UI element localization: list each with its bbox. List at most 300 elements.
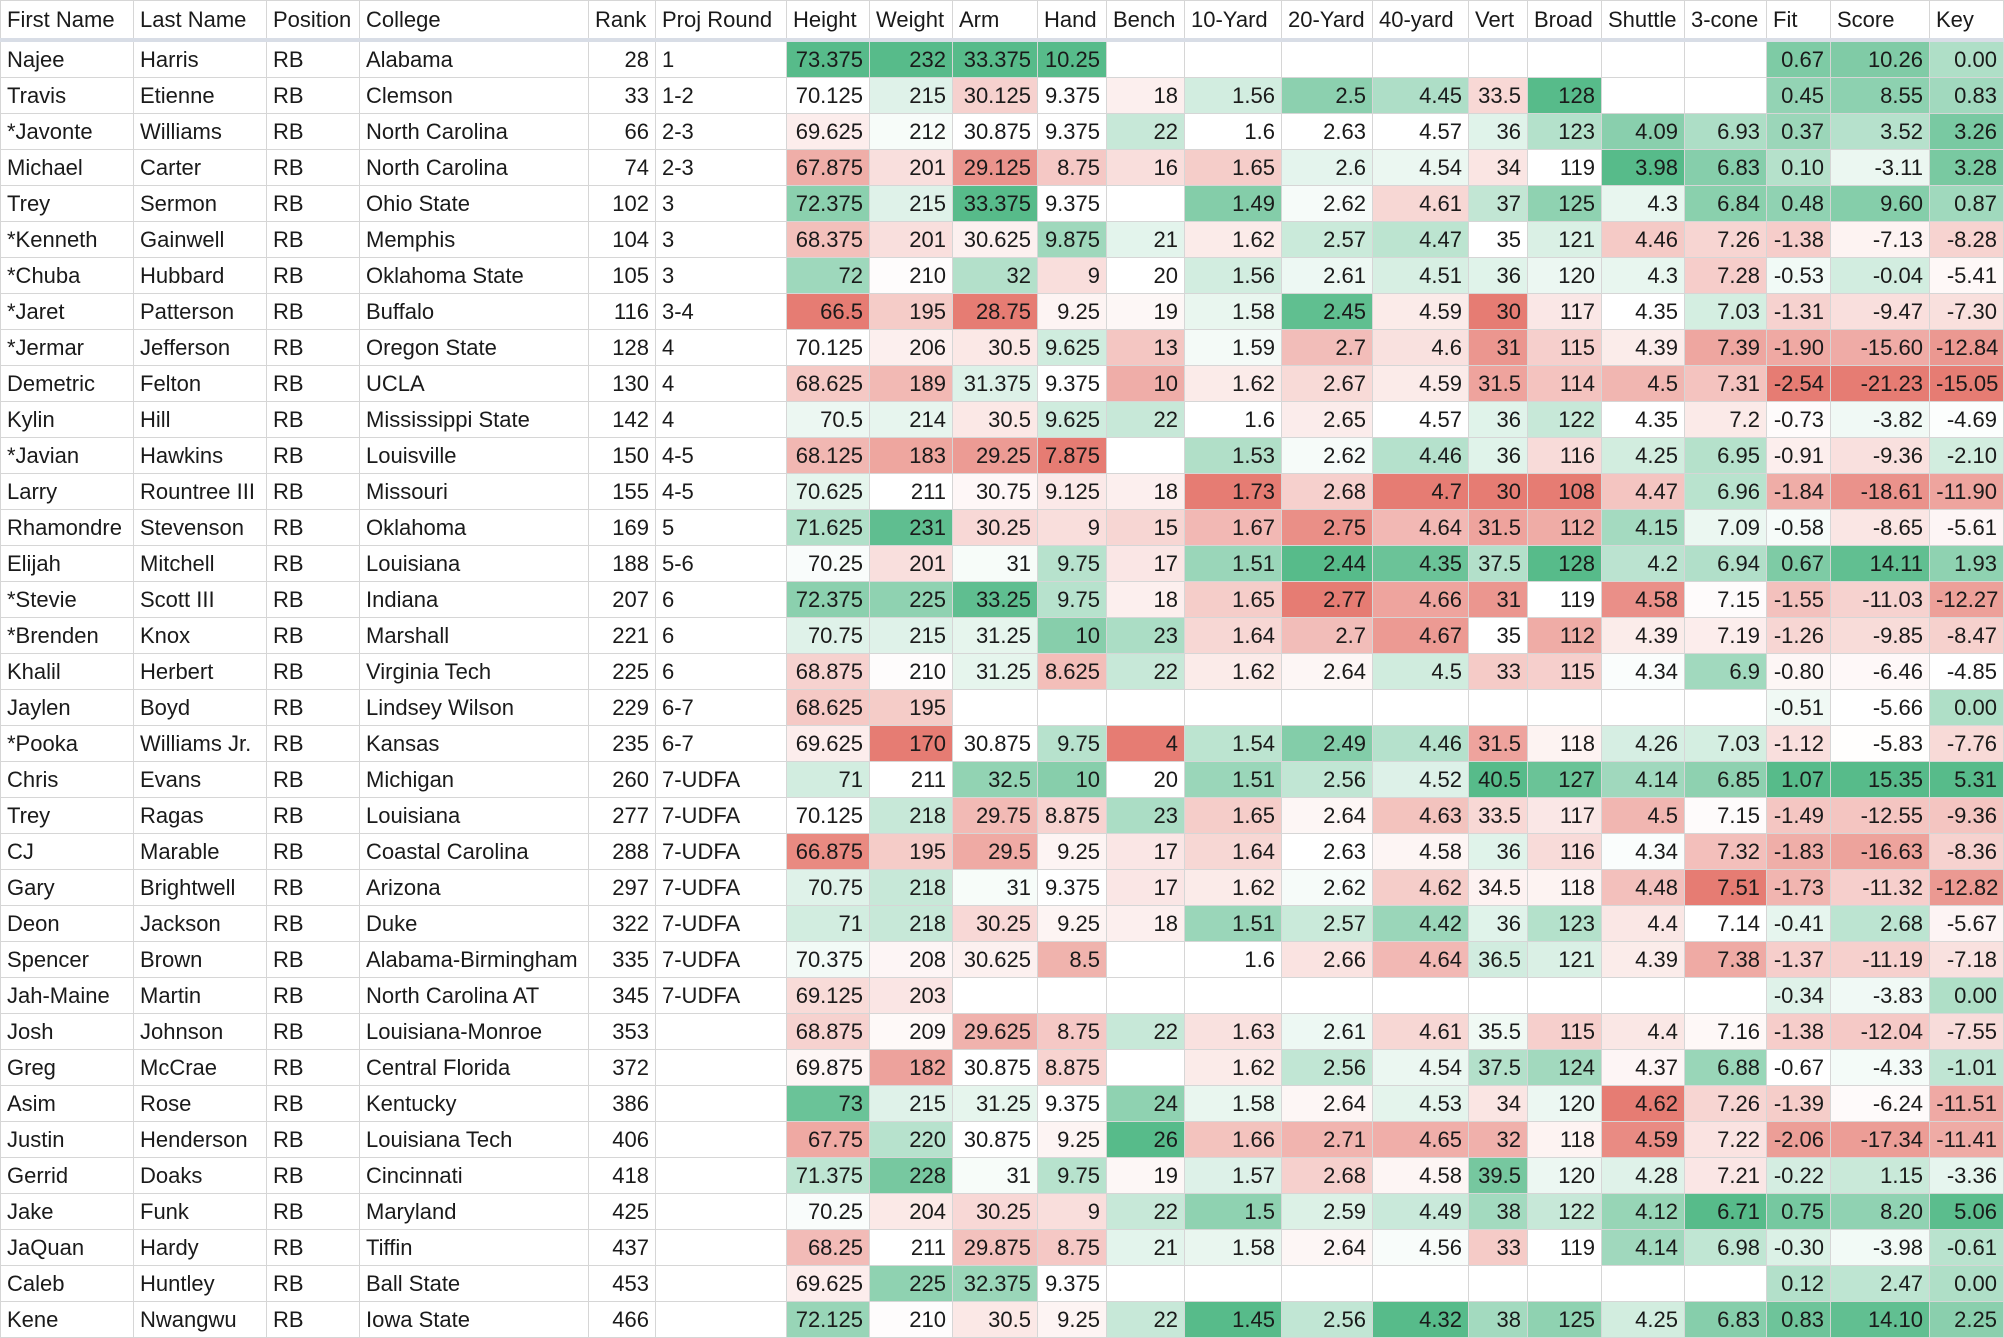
cell-shuttle[interactable]: 4.14	[1602, 1230, 1685, 1266]
cell-3-cone[interactable]: 7.21	[1685, 1158, 1767, 1194]
cell-last-name[interactable]: Knox	[134, 618, 267, 654]
cell-proj-round[interactable]: 7-UDFA	[656, 978, 787, 1014]
cell-40-yard[interactable]: 4.35	[1373, 546, 1469, 582]
cell-arm[interactable]: 33.375	[953, 40, 1038, 78]
cell-vert[interactable]	[1469, 40, 1528, 78]
cell-score[interactable]: -11.19	[1831, 942, 1930, 978]
cell-weight[interactable]: 170	[870, 726, 953, 762]
cell-20-yard[interactable]: 2.56	[1282, 762, 1373, 798]
cell-last-name[interactable]: Harris	[134, 40, 267, 78]
cell-bench[interactable]: 22	[1107, 1194, 1185, 1230]
cell-college[interactable]: Alabama	[360, 40, 589, 78]
cell-20-yard[interactable]: 2.64	[1282, 654, 1373, 690]
cell-fit[interactable]: -1.73	[1767, 870, 1831, 906]
cell-college[interactable]: Missouri	[360, 474, 589, 510]
cell-broad[interactable]: 119	[1528, 1230, 1602, 1266]
column-header-arm[interactable]: Arm	[953, 1, 1038, 41]
cell-score[interactable]: -17.34	[1831, 1122, 1930, 1158]
cell-first-name[interactable]: Larry	[1, 474, 134, 510]
cell-3-cone[interactable]: 6.94	[1685, 546, 1767, 582]
cell-bench[interactable]: 10	[1107, 366, 1185, 402]
column-header-3-cone[interactable]: 3-cone	[1685, 1, 1767, 41]
cell-position[interactable]: RB	[267, 690, 360, 726]
cell-first-name[interactable]: *Javonte	[1, 114, 134, 150]
cell-score[interactable]: -12.55	[1831, 798, 1930, 834]
cell-10-yard[interactable]: 1.53	[1185, 438, 1282, 474]
cell-arm[interactable]: 30.5	[953, 402, 1038, 438]
cell-10-yard[interactable]: 1.58	[1185, 294, 1282, 330]
cell-hand[interactable]: 9.375	[1038, 78, 1107, 114]
cell-broad[interactable]: 120	[1528, 1158, 1602, 1194]
cell-proj-round[interactable]: 6	[656, 654, 787, 690]
cell-3-cone[interactable]: 7.19	[1685, 618, 1767, 654]
cell-key[interactable]: 5.31	[1930, 762, 2004, 798]
cell-last-name[interactable]: Nwangwu	[134, 1302, 267, 1338]
cell-proj-round[interactable]: 6	[656, 582, 787, 618]
cell-arm[interactable]: 32.375	[953, 1266, 1038, 1302]
cell-shuttle[interactable]: 4.09	[1602, 114, 1685, 150]
cell-40-yard[interactable]: 4.65	[1373, 1122, 1469, 1158]
cell-proj-round[interactable]	[656, 1194, 787, 1230]
cell-weight[interactable]: 215	[870, 78, 953, 114]
column-header-20-yard[interactable]: 20-Yard	[1282, 1, 1373, 41]
cell-broad[interactable]: 127	[1528, 762, 1602, 798]
cell-3-cone[interactable]: 7.39	[1685, 330, 1767, 366]
cell-broad[interactable]: 112	[1528, 618, 1602, 654]
cell-hand[interactable]: 9.25	[1038, 1122, 1107, 1158]
cell-hand[interactable]: 10.25	[1038, 40, 1107, 78]
cell-vert[interactable]: 32	[1469, 1122, 1528, 1158]
cell-college[interactable]: Indiana	[360, 582, 589, 618]
cell-rank[interactable]: 353	[589, 1014, 656, 1050]
cell-score[interactable]: 14.10	[1831, 1302, 1930, 1338]
cell-weight[interactable]: 225	[870, 1266, 953, 1302]
cell-broad[interactable]: 120	[1528, 258, 1602, 294]
cell-position[interactable]: RB	[267, 1122, 360, 1158]
cell-3-cone[interactable]: 6.84	[1685, 186, 1767, 222]
cell-fit[interactable]: -1.90	[1767, 330, 1831, 366]
cell-position[interactable]: RB	[267, 582, 360, 618]
cell-10-yard[interactable]: 1.49	[1185, 186, 1282, 222]
cell-vert[interactable]: 33.5	[1469, 798, 1528, 834]
cell-20-yard[interactable]: 2.61	[1282, 258, 1373, 294]
cell-first-name[interactable]: Rhamondre	[1, 510, 134, 546]
cell-proj-round[interactable]	[656, 1230, 787, 1266]
column-header-10-yard[interactable]: 10-Yard	[1185, 1, 1282, 41]
cell-college[interactable]: North Carolina	[360, 114, 589, 150]
cell-arm[interactable]: 29.125	[953, 150, 1038, 186]
cell-height[interactable]: 68.25	[787, 1230, 870, 1266]
cell-height[interactable]: 70.625	[787, 474, 870, 510]
cell-key[interactable]: -5.41	[1930, 258, 2004, 294]
cell-score[interactable]: -5.66	[1831, 690, 1930, 726]
cell-10-yard[interactable]: 1.45	[1185, 1302, 1282, 1338]
cell-position[interactable]: RB	[267, 258, 360, 294]
cell-score[interactable]: 10.26	[1831, 40, 1930, 78]
cell-10-yard[interactable]: 1.56	[1185, 78, 1282, 114]
cell-college[interactable]: Louisiana	[360, 546, 589, 582]
cell-shuttle[interactable]	[1602, 978, 1685, 1014]
cell-arm[interactable]: 30.875	[953, 1050, 1038, 1086]
cell-20-yard[interactable]: 2.63	[1282, 834, 1373, 870]
column-header-hand[interactable]: Hand	[1038, 1, 1107, 41]
cell-bench[interactable]	[1107, 690, 1185, 726]
cell-vert[interactable]: 39.5	[1469, 1158, 1528, 1194]
cell-vert[interactable]: 37.5	[1469, 1050, 1528, 1086]
cell-college[interactable]: UCLA	[360, 366, 589, 402]
cell-college[interactable]: Ball State	[360, 1266, 589, 1302]
cell-first-name[interactable]: Caleb	[1, 1266, 134, 1302]
cell-broad[interactable]: 115	[1528, 330, 1602, 366]
cell-3-cone[interactable]: 7.14	[1685, 906, 1767, 942]
cell-weight[interactable]: 232	[870, 40, 953, 78]
cell-weight[interactable]: 209	[870, 1014, 953, 1050]
cell-height[interactable]: 70.75	[787, 870, 870, 906]
cell-key[interactable]: -4.69	[1930, 402, 2004, 438]
cell-rank[interactable]: 297	[589, 870, 656, 906]
cell-proj-round[interactable]	[656, 1266, 787, 1302]
cell-height[interactable]: 69.625	[787, 1266, 870, 1302]
cell-arm[interactable]: 29.25	[953, 438, 1038, 474]
cell-20-yard[interactable]: 2.61	[1282, 1014, 1373, 1050]
cell-score[interactable]: 9.60	[1831, 186, 1930, 222]
cell-weight[interactable]: 218	[870, 870, 953, 906]
cell-bench[interactable]: 22	[1107, 654, 1185, 690]
cell-vert[interactable]	[1469, 690, 1528, 726]
cell-10-yard[interactable]: 1.62	[1185, 222, 1282, 258]
cell-hand[interactable]	[1038, 690, 1107, 726]
cell-10-yard[interactable]: 1.5	[1185, 1194, 1282, 1230]
cell-shuttle[interactable]: 4.14	[1602, 762, 1685, 798]
cell-40-yard[interactable]: 4.59	[1373, 366, 1469, 402]
column-header-last-name[interactable]: Last Name	[134, 1, 267, 41]
cell-hand[interactable]: 8.875	[1038, 1050, 1107, 1086]
cell-shuttle[interactable]	[1602, 40, 1685, 78]
cell-key[interactable]: 1.93	[1930, 546, 2004, 582]
cell-first-name[interactable]: Jake	[1, 1194, 134, 1230]
cell-hand[interactable]: 9.375	[1038, 114, 1107, 150]
cell-college[interactable]: Louisiana	[360, 798, 589, 834]
cell-rank[interactable]: 150	[589, 438, 656, 474]
cell-hand[interactable]: 8.875	[1038, 798, 1107, 834]
cell-hand[interactable]: 9.875	[1038, 222, 1107, 258]
cell-weight[interactable]: 214	[870, 402, 953, 438]
cell-shuttle[interactable]: 4.12	[1602, 1194, 1685, 1230]
cell-3-cone[interactable]: 6.85	[1685, 762, 1767, 798]
cell-first-name[interactable]: Demetric	[1, 366, 134, 402]
cell-bench[interactable]: 15	[1107, 510, 1185, 546]
cell-rank[interactable]: 128	[589, 330, 656, 366]
cell-bench[interactable]: 26	[1107, 1122, 1185, 1158]
cell-fit[interactable]: -1.31	[1767, 294, 1831, 330]
cell-40-yard[interactable]: 4.54	[1373, 150, 1469, 186]
cell-fit[interactable]: 1.07	[1767, 762, 1831, 798]
cell-bench[interactable]: 17	[1107, 834, 1185, 870]
cell-key[interactable]: -9.36	[1930, 798, 2004, 834]
cell-position[interactable]: RB	[267, 330, 360, 366]
cell-10-yard[interactable]: 1.67	[1185, 510, 1282, 546]
column-header-proj-round[interactable]: Proj Round	[656, 1, 787, 41]
cell-last-name[interactable]: Herbert	[134, 654, 267, 690]
cell-position[interactable]: RB	[267, 222, 360, 258]
cell-last-name[interactable]: Henderson	[134, 1122, 267, 1158]
cell-first-name[interactable]: Michael	[1, 150, 134, 186]
cell-rank[interactable]: 335	[589, 942, 656, 978]
cell-3-cone[interactable]: 6.96	[1685, 474, 1767, 510]
cell-arm[interactable]: 30.25	[953, 1194, 1038, 1230]
cell-height[interactable]: 66.5	[787, 294, 870, 330]
cell-weight[interactable]: 206	[870, 330, 953, 366]
cell-arm[interactable]: 30.125	[953, 78, 1038, 114]
cell-broad[interactable]: 118	[1528, 1122, 1602, 1158]
cell-40-yard[interactable]	[1373, 690, 1469, 726]
cell-40-yard[interactable]: 4.46	[1373, 438, 1469, 474]
cell-college[interactable]: Cincinnati	[360, 1158, 589, 1194]
cell-10-yard[interactable]: 1.58	[1185, 1086, 1282, 1122]
cell-weight[interactable]: 210	[870, 1302, 953, 1338]
cell-40-yard[interactable]: 4.54	[1373, 1050, 1469, 1086]
cell-bench[interactable]	[1107, 1266, 1185, 1302]
cell-broad[interactable]: 120	[1528, 1086, 1602, 1122]
cell-key[interactable]: -5.61	[1930, 510, 2004, 546]
cell-height[interactable]: 67.875	[787, 150, 870, 186]
cell-20-yard[interactable]	[1282, 1266, 1373, 1302]
column-header-weight[interactable]: Weight	[870, 1, 953, 41]
cell-weight[interactable]: 208	[870, 942, 953, 978]
cell-college[interactable]: Alabama-Birmingham	[360, 942, 589, 978]
cell-arm[interactable]: 30.875	[953, 114, 1038, 150]
cell-arm[interactable]: 32	[953, 258, 1038, 294]
cell-broad[interactable]: 115	[1528, 1014, 1602, 1050]
cell-rank[interactable]: 74	[589, 150, 656, 186]
cell-key[interactable]: 3.28	[1930, 150, 2004, 186]
cell-score[interactable]: -18.61	[1831, 474, 1930, 510]
cell-broad[interactable]: 123	[1528, 906, 1602, 942]
cell-20-yard[interactable]	[1282, 40, 1373, 78]
cell-height[interactable]: 69.625	[787, 726, 870, 762]
cell-height[interactable]: 70.125	[787, 798, 870, 834]
cell-last-name[interactable]: Sermon	[134, 186, 267, 222]
cell-score[interactable]: -5.83	[1831, 726, 1930, 762]
cell-3-cone[interactable]	[1685, 978, 1767, 1014]
cell-fit[interactable]: -2.06	[1767, 1122, 1831, 1158]
cell-weight[interactable]: 228	[870, 1158, 953, 1194]
cell-position[interactable]: RB	[267, 438, 360, 474]
cell-3-cone[interactable]: 7.09	[1685, 510, 1767, 546]
cell-20-yard[interactable]: 2.56	[1282, 1302, 1373, 1338]
cell-shuttle[interactable]: 4.25	[1602, 1302, 1685, 1338]
cell-first-name[interactable]: *Javian	[1, 438, 134, 474]
cell-key[interactable]: -8.36	[1930, 834, 2004, 870]
cell-score[interactable]: 8.20	[1831, 1194, 1930, 1230]
cell-vert[interactable]: 33	[1469, 654, 1528, 690]
cell-proj-round[interactable]: 1-2	[656, 78, 787, 114]
cell-hand[interactable]	[1038, 978, 1107, 1014]
cell-40-yard[interactable]: 4.42	[1373, 906, 1469, 942]
cell-rank[interactable]: 277	[589, 798, 656, 834]
cell-vert[interactable]	[1469, 1266, 1528, 1302]
cell-3-cone[interactable]: 6.9	[1685, 654, 1767, 690]
cell-last-name[interactable]: Williams	[134, 114, 267, 150]
cell-first-name[interactable]: Najee	[1, 40, 134, 78]
cell-first-name[interactable]: *Jermar	[1, 330, 134, 366]
cell-college[interactable]: Buffalo	[360, 294, 589, 330]
cell-college[interactable]: Louisiana-Monroe	[360, 1014, 589, 1050]
cell-broad[interactable]: 119	[1528, 582, 1602, 618]
cell-first-name[interactable]: Justin	[1, 1122, 134, 1158]
cell-fit[interactable]: -0.34	[1767, 978, 1831, 1014]
cell-key[interactable]: 0.83	[1930, 78, 2004, 114]
cell-10-yard[interactable]: 1.73	[1185, 474, 1282, 510]
cell-score[interactable]: 1.15	[1831, 1158, 1930, 1194]
cell-10-yard[interactable]: 1.6	[1185, 942, 1282, 978]
cell-arm[interactable]: 31	[953, 1158, 1038, 1194]
cell-40-yard[interactable]: 4.66	[1373, 582, 1469, 618]
cell-fit[interactable]: -0.22	[1767, 1158, 1831, 1194]
cell-position[interactable]: RB	[267, 78, 360, 114]
cell-10-yard[interactable]: 1.56	[1185, 258, 1282, 294]
cell-college[interactable]: Iowa State	[360, 1302, 589, 1338]
cell-proj-round[interactable]: 3	[656, 222, 787, 258]
cell-20-yard[interactable]: 2.44	[1282, 546, 1373, 582]
cell-bench[interactable]: 20	[1107, 762, 1185, 798]
cell-last-name[interactable]: Boyd	[134, 690, 267, 726]
cell-position[interactable]: RB	[267, 402, 360, 438]
cell-first-name[interactable]: Travis	[1, 78, 134, 114]
cell-key[interactable]: -11.90	[1930, 474, 2004, 510]
cell-first-name[interactable]: Jaylen	[1, 690, 134, 726]
cell-position[interactable]: RB	[267, 654, 360, 690]
cell-20-yard[interactable]: 2.77	[1282, 582, 1373, 618]
cell-shuttle[interactable]: 4.46	[1602, 222, 1685, 258]
cell-height[interactable]: 70.25	[787, 1194, 870, 1230]
cell-position[interactable]: RB	[267, 510, 360, 546]
cell-last-name[interactable]: Carter	[134, 150, 267, 186]
cell-position[interactable]: RB	[267, 762, 360, 798]
cell-position[interactable]: RB	[267, 1158, 360, 1194]
cell-20-yard[interactable]: 2.68	[1282, 474, 1373, 510]
cell-weight[interactable]: 201	[870, 150, 953, 186]
cell-weight[interactable]: 203	[870, 978, 953, 1014]
cell-proj-round[interactable]: 3	[656, 258, 787, 294]
cell-10-yard[interactable]: 1.6	[1185, 114, 1282, 150]
cell-fit[interactable]: -1.83	[1767, 834, 1831, 870]
cell-score[interactable]: -0.04	[1831, 258, 1930, 294]
cell-college[interactable]: Memphis	[360, 222, 589, 258]
cell-proj-round[interactable]	[656, 1086, 787, 1122]
cell-shuttle[interactable]: 4.26	[1602, 726, 1685, 762]
cell-shuttle[interactable]	[1602, 1266, 1685, 1302]
cell-20-yard[interactable]: 2.57	[1282, 222, 1373, 258]
cell-fit[interactable]: -1.39	[1767, 1086, 1831, 1122]
cell-vert[interactable]: 35.5	[1469, 1014, 1528, 1050]
column-header-shuttle[interactable]: Shuttle	[1602, 1, 1685, 41]
cell-score[interactable]: -3.11	[1831, 150, 1930, 186]
cell-3-cone[interactable]: 7.38	[1685, 942, 1767, 978]
cell-position[interactable]: RB	[267, 1050, 360, 1086]
cell-10-yard[interactable]: 1.63	[1185, 1014, 1282, 1050]
cell-college[interactable]: Arizona	[360, 870, 589, 906]
cell-key[interactable]: -11.41	[1930, 1122, 2004, 1158]
cell-proj-round[interactable]: 7-UDFA	[656, 762, 787, 798]
cell-weight[interactable]: 215	[870, 1086, 953, 1122]
column-header-score[interactable]: Score	[1831, 1, 1930, 41]
cell-shuttle[interactable]: 4.25	[1602, 438, 1685, 474]
cell-broad[interactable]: 118	[1528, 726, 1602, 762]
cell-3-cone[interactable]: 7.16	[1685, 1014, 1767, 1050]
cell-first-name[interactable]: Gerrid	[1, 1158, 134, 1194]
cell-height[interactable]: 68.875	[787, 654, 870, 690]
cell-score[interactable]: -12.04	[1831, 1014, 1930, 1050]
cell-rank[interactable]: 225	[589, 654, 656, 690]
cell-first-name[interactable]: Asim	[1, 1086, 134, 1122]
cell-first-name[interactable]: Deon	[1, 906, 134, 942]
cell-broad[interactable]: 122	[1528, 402, 1602, 438]
cell-weight[interactable]: 201	[870, 222, 953, 258]
cell-fit[interactable]: -0.67	[1767, 1050, 1831, 1086]
cell-shuttle[interactable]	[1602, 690, 1685, 726]
cell-10-yard[interactable]: 1.65	[1185, 798, 1282, 834]
cell-college[interactable]: Ohio State	[360, 186, 589, 222]
cell-20-yard[interactable]: 2.62	[1282, 186, 1373, 222]
cell-arm[interactable]: 33.375	[953, 186, 1038, 222]
cell-bench[interactable]: 19	[1107, 1158, 1185, 1194]
cell-fit[interactable]: 0.67	[1767, 546, 1831, 582]
cell-hand[interactable]: 7.875	[1038, 438, 1107, 474]
cell-10-yard[interactable]	[1185, 690, 1282, 726]
cell-key[interactable]: 0.00	[1930, 1266, 2004, 1302]
cell-vert[interactable]: 30	[1469, 294, 1528, 330]
cell-3-cone[interactable]: 6.95	[1685, 438, 1767, 474]
cell-last-name[interactable]: Scott III	[134, 582, 267, 618]
cell-broad[interactable]: 119	[1528, 150, 1602, 186]
cell-position[interactable]: RB	[267, 618, 360, 654]
cell-first-name[interactable]: *Brenden	[1, 618, 134, 654]
cell-weight[interactable]: 183	[870, 438, 953, 474]
cell-key[interactable]: -5.67	[1930, 906, 2004, 942]
cell-rank[interactable]: 104	[589, 222, 656, 258]
cell-last-name[interactable]: Martin	[134, 978, 267, 1014]
cell-first-name[interactable]: Chris	[1, 762, 134, 798]
cell-hand[interactable]: 8.75	[1038, 1230, 1107, 1266]
cell-rank[interactable]: 235	[589, 726, 656, 762]
column-header-position[interactable]: Position	[267, 1, 360, 41]
cell-fit[interactable]: -2.54	[1767, 366, 1831, 402]
cell-rank[interactable]: 105	[589, 258, 656, 294]
cell-vert[interactable]: 38	[1469, 1194, 1528, 1230]
cell-arm[interactable]: 31.25	[953, 618, 1038, 654]
cell-rank[interactable]: 66	[589, 114, 656, 150]
cell-score[interactable]: -3.83	[1831, 978, 1930, 1014]
cell-20-yard[interactable]: 2.7	[1282, 330, 1373, 366]
cell-weight[interactable]: 215	[870, 618, 953, 654]
cell-last-name[interactable]: Brightwell	[134, 870, 267, 906]
cell-40-yard[interactable]: 4.51	[1373, 258, 1469, 294]
cell-40-yard[interactable]	[1373, 1266, 1469, 1302]
cell-20-yard[interactable]: 2.66	[1282, 942, 1373, 978]
cell-key[interactable]: -4.85	[1930, 654, 2004, 690]
cell-bench[interactable]: 22	[1107, 1302, 1185, 1338]
cell-broad[interactable]: 118	[1528, 870, 1602, 906]
cell-10-yard[interactable]: 1.64	[1185, 618, 1282, 654]
cell-shuttle[interactable]: 4.48	[1602, 870, 1685, 906]
cell-weight[interactable]: 215	[870, 186, 953, 222]
cell-proj-round[interactable]: 7-UDFA	[656, 798, 787, 834]
cell-college[interactable]: Coastal Carolina	[360, 834, 589, 870]
cell-hand[interactable]: 8.75	[1038, 1014, 1107, 1050]
cell-first-name[interactable]: Kene	[1, 1302, 134, 1338]
cell-arm[interactable]: 31	[953, 546, 1038, 582]
